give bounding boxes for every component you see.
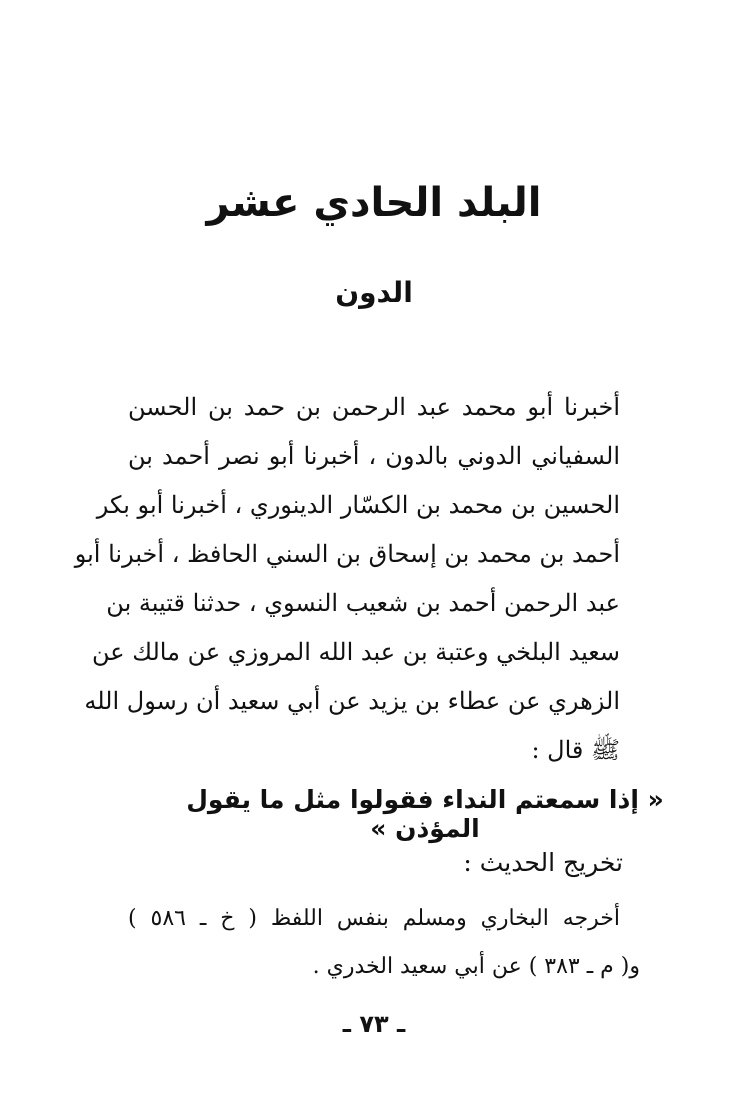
paragraph-line: الزهري عن عطاء بن يزيد عن أبي سعيد أن رسول الله (84, 687, 620, 715)
takhrij-paragraph (128, 895, 640, 991)
paragraph-line: عبد الرحمن أحمد بن شعيب النسوي ، حدثنا قتيبة بن (106, 589, 620, 617)
paragraph-line: السفياني الدوني بالدون ، أخبرنا أبو نصر أحمد بن (128, 442, 620, 470)
takhrij-line: و( م ـ ٣٨٣ ) عن أبي سعيد الخدري . (312, 954, 640, 979)
isnad-paragraph (74, 383, 620, 775)
section-title: الدون (335, 276, 413, 309)
paragraph-line: ﷺ قال : (531, 736, 620, 764)
chapter-title: البلد الحادي عشر (206, 180, 542, 226)
paragraph-line: أخبرنا أبو محمد عبد الرحمن بن حمد بن الحسن (128, 393, 620, 421)
paragraph-line: سعيد البلخي وعتبة بن عبد الله المروزي عن مالك عن (92, 638, 620, 666)
takhrij-line: أخرجه البخاري ومسلم بنفس اللفظ ( خ ـ ٥٨٦ ) (128, 906, 621, 931)
paragraph-line: الحسين بن محمد بن الكسّار الدينوري ، أخبرنا أبو بكر (96, 491, 620, 519)
paragraph-line: أحمد بن محمد بن إسحاق بن السني الحافظ ، أخبرنا أبو (74, 540, 620, 568)
page-number: ـ ٧٣ ـ (342, 1010, 406, 1038)
hadith-text: « إذا سمعتم النداء فقولوا مثل ما يقول المؤذن » (186, 785, 664, 843)
takhrij-heading: تخريج الحديث : (463, 848, 623, 877)
